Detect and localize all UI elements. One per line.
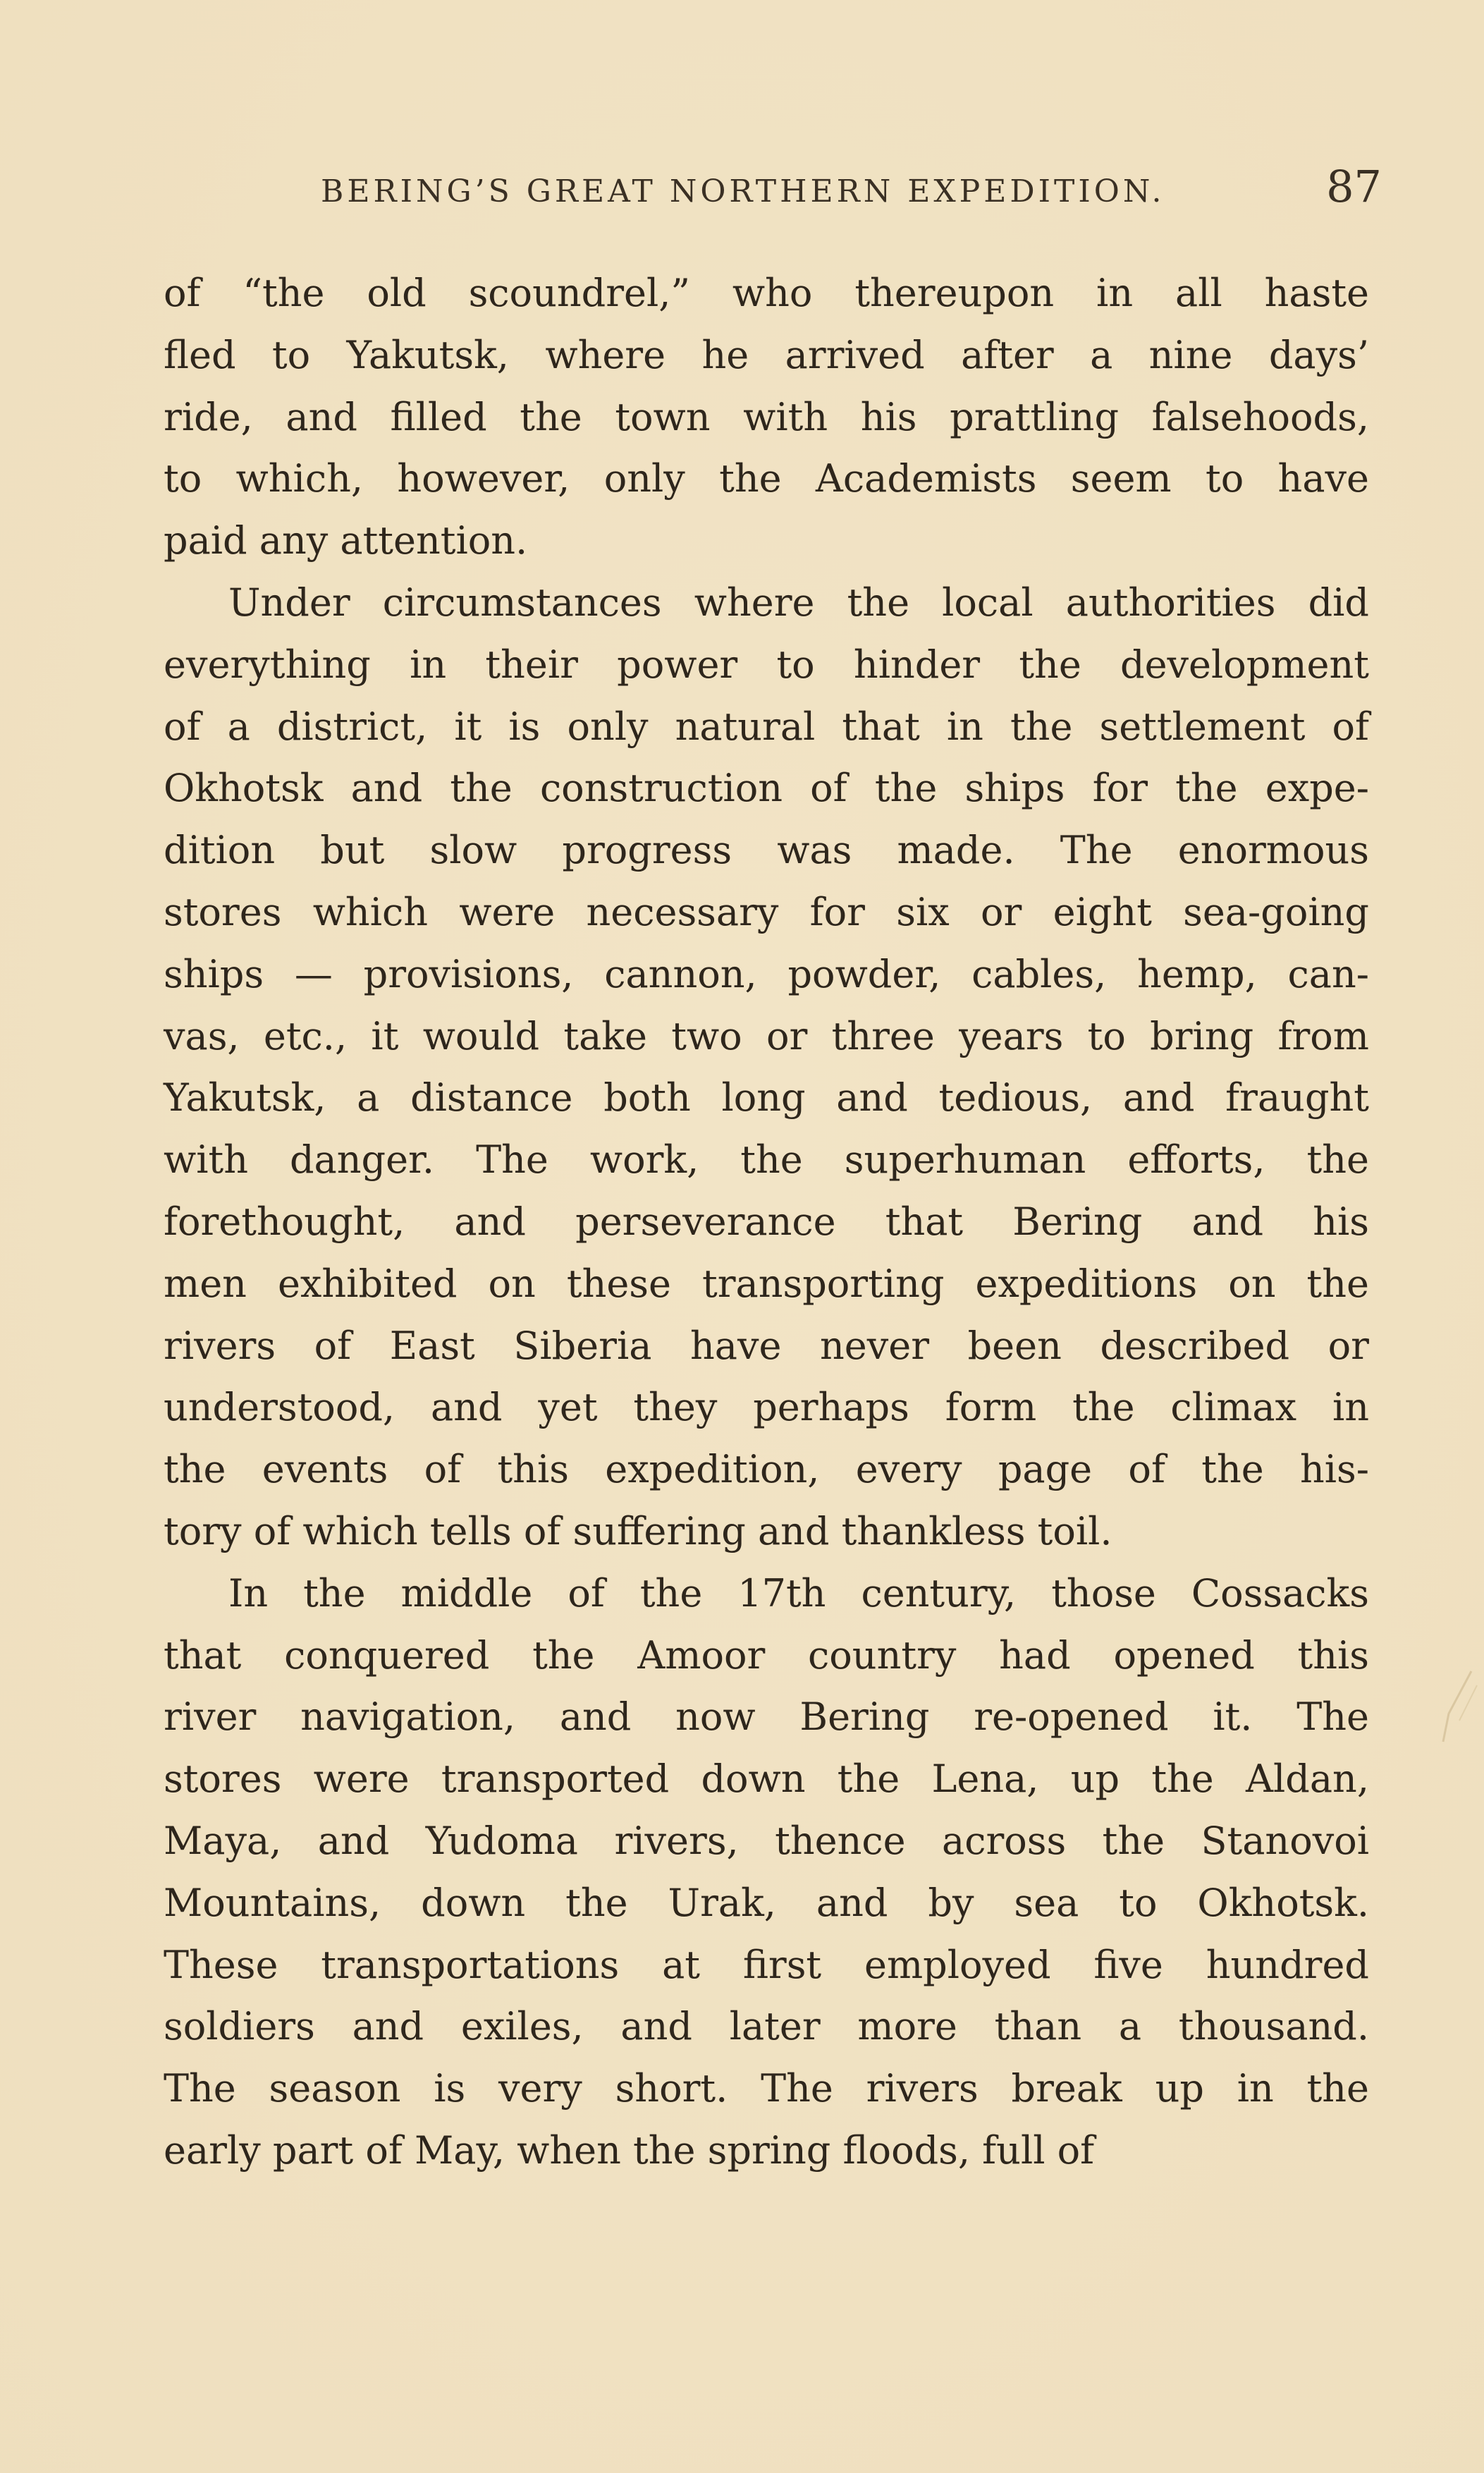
text-line: men exhibited on these transporting expeditions on the	[164, 1261, 1369, 1306]
text-line: soldiers and exiles, and later more than a thousand.	[164, 2004, 1369, 2049]
text-line: stores were transported down the Lena, up the Aldan,	[164, 1757, 1369, 1802]
text-line: of “the old scoundrel,” who thereupon in all haste	[164, 271, 1369, 315]
text-line: ride, and filled the town with his prattling falsehoods,	[164, 394, 1369, 439]
text-line: to which, however, only the Academists seem to have	[164, 456, 1369, 501]
text-line: fled to Yakutsk, where he arrived after a nine days’	[164, 332, 1369, 377]
text-line: understood, and yet they perhaps form the climax in	[164, 1385, 1369, 1430]
text-line: rivers of East Siberia have never been described or	[164, 1323, 1369, 1368]
text-line: In the middle of the 17th century, those Cossacks	[228, 1570, 1369, 1616]
text-line: Under circumstances where the local authorities did	[228, 580, 1369, 625]
text-line: of a district, it is only natural that in the settlement of	[164, 704, 1369, 749]
text-line: The season is very short. The rivers break up in the	[164, 2066, 1369, 2111]
text-line: Yakutsk, a distance both long and tedious, and fraught	[164, 1075, 1369, 1121]
text-line: paid any attention.	[164, 518, 528, 563]
text-line: vas, etc., it would take two or three years to bring from	[164, 1013, 1369, 1058]
text-line: with danger. The work, the superhuman efforts, the	[164, 1137, 1369, 1183]
body-text	[164, 262, 1369, 2182]
text-line: ships — provisions, cannon, powder, cables, hemp, can-	[164, 951, 1369, 996]
text-line: everything in their power to hinder the development	[164, 642, 1369, 687]
text-line: that conquered the Amoor country had opened this	[164, 1632, 1369, 1678]
text-line: early part of May, when the spring floods, full of	[164, 2127, 1095, 2173]
text-line: These transportations at first employed five hundred	[164, 1942, 1369, 1987]
text-line: Mountains, down the Urak, and by sea to Okhotsk.	[164, 1880, 1369, 1925]
text-line: dition but slow progress was made. The enormous	[164, 828, 1369, 873]
text-line: Okhotsk and the construction of the ships for the expe-	[164, 766, 1369, 811]
text-line: tory of which tells of suffering and thankless toil.	[164, 1508, 1112, 1553]
text-line: forethought, and perseverance that Bering and his	[164, 1199, 1369, 1244]
text-line: the events of this expedition, every page of the his-	[164, 1447, 1369, 1492]
text-line: Maya, and Yudoma rivers, thence across the Stanovoi	[164, 1818, 1369, 1863]
text-line: river navigation, and now Bering re-opened it. The	[164, 1695, 1369, 1740]
text-line: stores which were necessary for six or eight sea-going	[164, 889, 1369, 934]
paper-mark	[1428, 1664, 1484, 1777]
page-number: 87	[1326, 161, 1382, 212]
running-head-title: BERING’S GREAT NORTHERN EXPEDITION.	[321, 173, 1165, 209]
running-head	[162, 161, 1382, 224]
